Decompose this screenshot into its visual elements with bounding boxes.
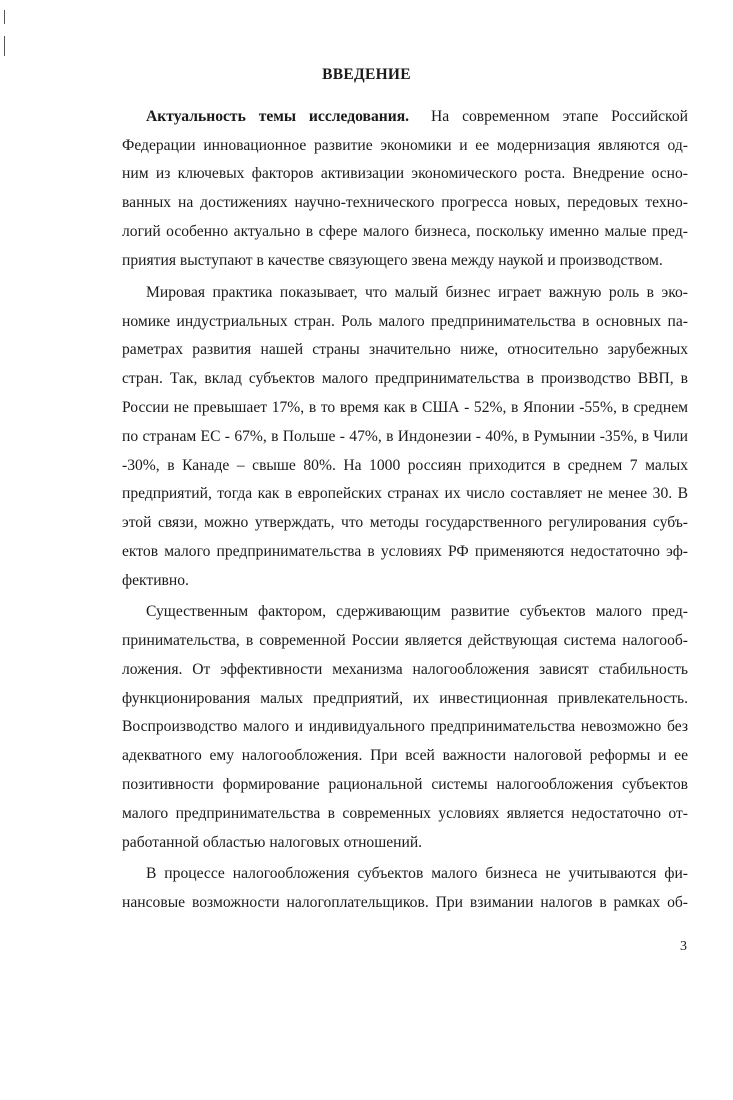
- paragraph-line: этой связи, можно утверждать, что методы государственного регулирования субъ-: [122, 514, 688, 531]
- section-lead: Актуальность темы исследования.: [146, 108, 410, 125]
- paragraph-text: На современном этапе Российской: [431, 108, 688, 125]
- paragraph-line: [146, 107, 688, 127]
- paragraph-line: номике индустриальных стран. Роль малого предпринимательства в основных па-: [122, 313, 688, 330]
- paragraph-line: ним из ключевых факторов активизации экономического роста. Внедрение осно-: [122, 165, 688, 182]
- paragraph-line: по странам ЕС - 67%, в Польше - 47%, в Индонезии - 40%, в Румынии -35%, в Чили: [122, 428, 688, 445]
- paragraph-line: ектов малого предпринимательства в условиях РФ применяются недостаточно эф-: [122, 543, 688, 560]
- paragraph-line: ванных на достижениях научно-технического прогресса новых, передовых техно-: [122, 194, 688, 211]
- paragraph-line: Воспроизводство малого и индивидуального предпринимательства невозможно без: [122, 718, 688, 735]
- paragraph-line: предприятий, тогда как в европейских странах их число составляет не менее 30. В: [122, 485, 688, 502]
- paragraph-line: малого предпринимательства в современных условиях является недостаточно от-: [122, 805, 688, 822]
- paragraph-line: позитивности формирование рациональной системы налогообложения субъектов: [122, 776, 688, 793]
- scan-artifact: [4, 36, 5, 56]
- paragraph-line: работанной областью налоговых отношений.: [122, 834, 423, 851]
- paragraph-line: В процессе налогообложения субъектов малого бизнеса не учитываются фи-: [146, 865, 688, 882]
- paragraph-line: ложения. От эффективности механизма налогообложения зависят стабильность: [122, 661, 688, 678]
- paragraph-line: нансовые возможности налогоплательщиков. При взимании налогов в рамках об-: [122, 894, 688, 911]
- paragraph-line: Федерации инновационное развитие экономики и ее модернизация являются од-: [122, 137, 688, 154]
- paragraph-line: раметрах развития нашей страны значительно ниже, относительно зарубежных: [122, 341, 688, 358]
- paragraph-line: Существенным фактором, сдерживающим развитие субъектов малого пред-: [146, 603, 688, 620]
- paragraph-line: адекватного ему налогообложения. При всей важности налоговой реформы и ее: [122, 747, 688, 764]
- paragraph-line: -30%, в Канаде – свыше 80%. На 1000 россиян приходится в среднем 7 малых: [122, 457, 688, 474]
- paragraph-line: Мировая практика показывает, что малый бизнес играет важную роль в эко-: [146, 284, 688, 301]
- page-number: 3: [680, 939, 687, 954]
- paragraph-line: логий особенно актуально в сфере малого бизнеса, поскольку именно малые пред-: [122, 223, 688, 240]
- paragraph-line: фективно.: [122, 572, 189, 589]
- scan-artifact: [4, 10, 5, 24]
- paragraph-line: России не превышает 17%, в то время как в США - 52%, в Японии -55%, в среднем: [122, 399, 688, 416]
- paragraph-line: функционирования малых предприятий, их инвестиционная привлекательность.: [122, 690, 688, 707]
- paragraph-line: принимательства, в современной России является действующая система налогооб-: [122, 632, 688, 649]
- paragraph-line: приятия выступают в качестве связующего звена между наукой и производством.: [122, 252, 663, 269]
- paragraph-line: стран. Так, вклад субъектов малого предпринимательства в производство ВВП, в: [122, 370, 688, 387]
- page-title: ВВЕДЕНИЕ: [322, 66, 411, 83]
